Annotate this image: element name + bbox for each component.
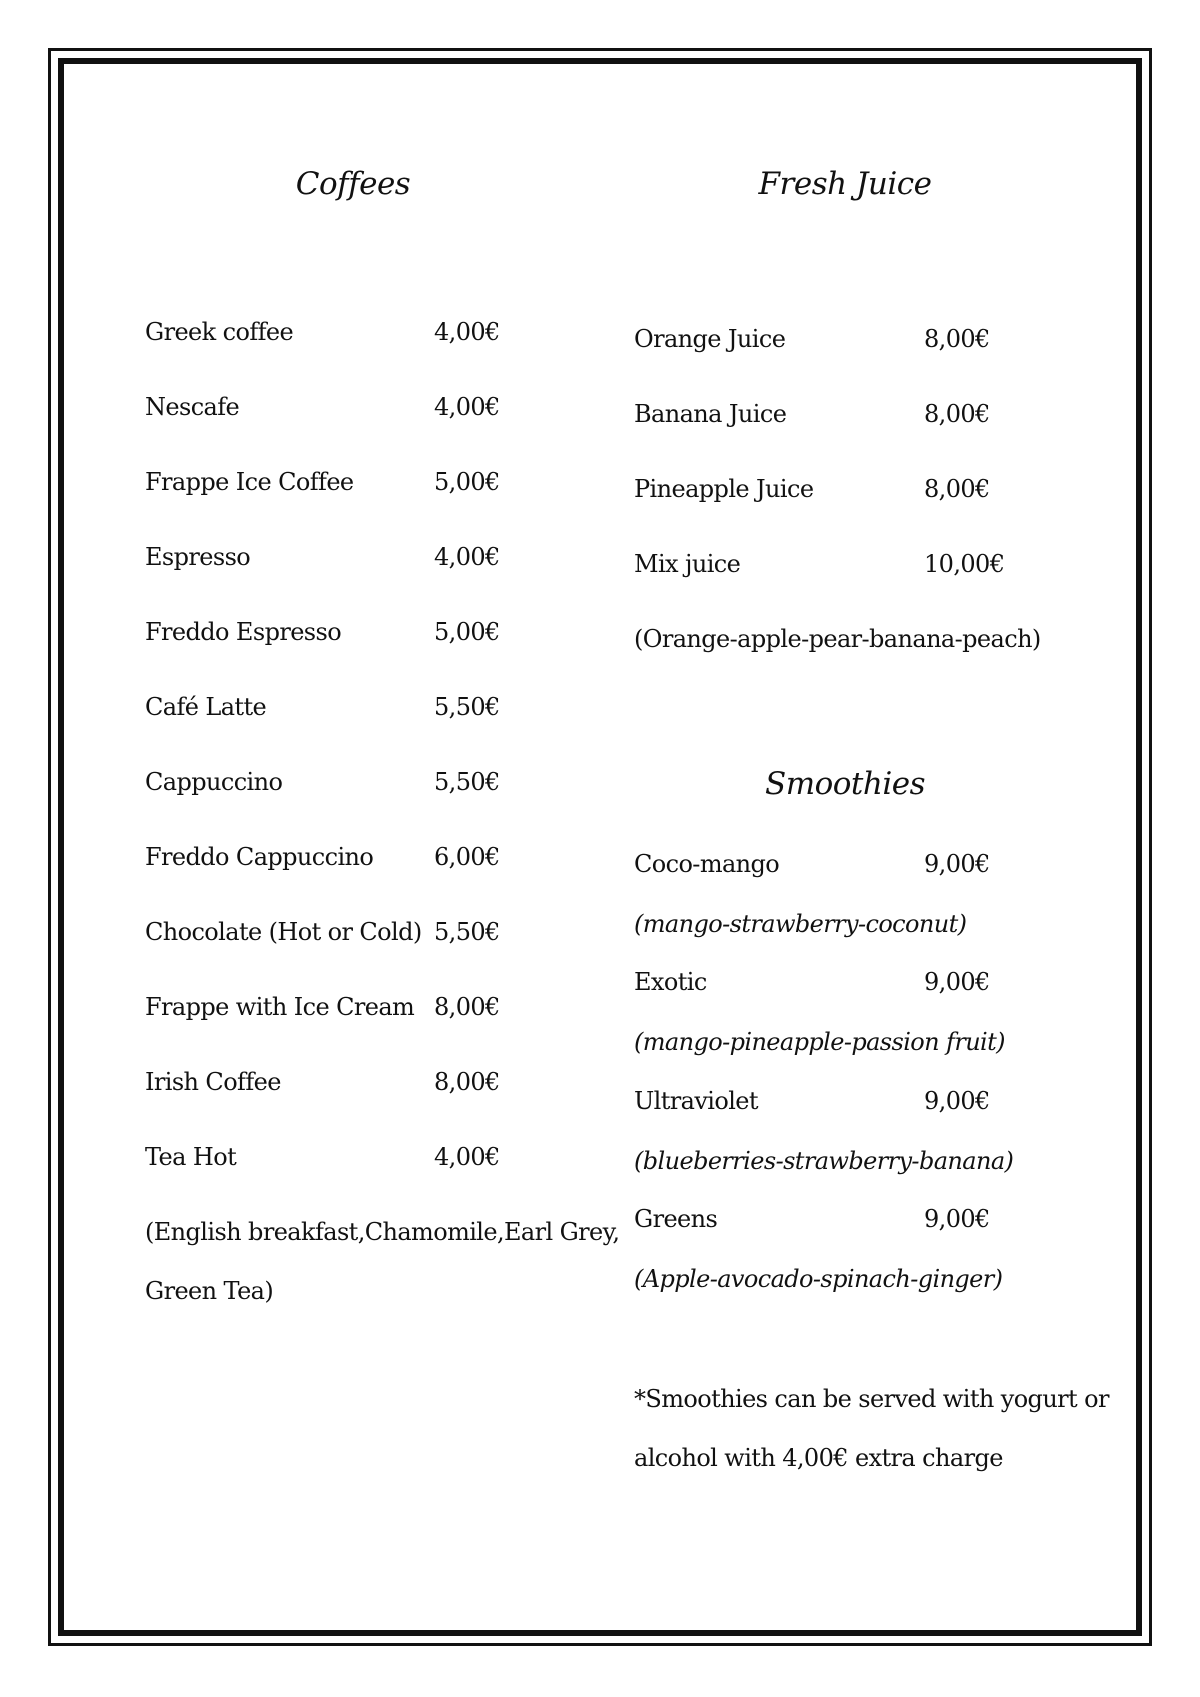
coffee-item-name: Irish Coffee: [145, 1068, 281, 1096]
coffee-item-price: 8,00€: [434, 1068, 500, 1096]
smoothies-footnote: *Smoothies can be served with yogurt or: [634, 1385, 1109, 1413]
coffee-item-name: Chocolate (Hot or Cold): [145, 918, 422, 946]
coffee-item-price: 4,00€: [434, 318, 500, 346]
coffee-item-name: Tea Hot: [145, 1143, 237, 1171]
juice-item-name: Banana Juice: [634, 400, 787, 428]
coffee-item-price: 5,50€: [434, 768, 500, 796]
juice-item-price: 8,00€: [924, 400, 990, 428]
coffee-item-name: Frappe with Ice Cream: [145, 993, 415, 1021]
coffee-item-price: 5,00€: [434, 618, 500, 646]
coffee-item-name: Café Latte: [145, 693, 267, 721]
juice-item-name: Mix juice: [634, 550, 741, 578]
coffees-heading: Coffees: [295, 166, 411, 202]
juice-item-price: 8,00€: [924, 325, 990, 353]
coffee-item-price: 6,00€: [434, 843, 500, 871]
juice-item-price: 10,00€: [924, 550, 1005, 578]
smoothie-item-price: 9,00€: [924, 1087, 990, 1115]
smoothie-item-name: Exotic: [634, 968, 707, 996]
smoothies-heading: Smoothies: [764, 766, 926, 802]
coffee-item-name: Freddo Cappuccino: [145, 843, 374, 871]
juice-item-name: Pineapple Juice: [634, 475, 814, 503]
smoothie-item-desc: (mango-pineapple-passion fruit): [634, 1028, 1005, 1056]
coffee-item-name: Nescafe: [145, 393, 240, 421]
coffee-item-name: Cappuccino: [145, 768, 283, 796]
coffee-item-name: Freddo Espresso: [145, 618, 342, 646]
smoothie-item-desc: (mango-strawberry-coconut): [634, 910, 967, 938]
smoothie-item-price: 9,00€: [924, 1205, 990, 1233]
coffee-item-price: 4,00€: [434, 1143, 500, 1171]
mix-juice-note: (Orange-apple-pear-banana-peach): [634, 625, 1041, 653]
smoothie-item-desc: (blueberries-strawberry-banana): [634, 1147, 1014, 1175]
smoothie-item-name: Ultraviolet: [634, 1087, 758, 1115]
fresh-juice-heading: Fresh Juice: [758, 166, 932, 202]
juice-item-name: Orange Juice: [634, 325, 786, 353]
smoothie-item-price: 9,00€: [924, 968, 990, 996]
smoothies-footnote: alcohol with 4,00€ extra charge: [634, 1444, 1003, 1472]
coffee-item-price: 5,50€: [434, 918, 500, 946]
coffee-item-price: 4,00€: [434, 543, 500, 571]
coffee-item-price: 5,50€: [434, 693, 500, 721]
smoothie-item-desc: (Apple-avocado-spinach-ginger): [634, 1265, 1003, 1293]
coffee-item-price: 5,00€: [434, 468, 500, 496]
coffee-item-name: Greek coffee: [145, 318, 294, 346]
coffee-item-price: 4,00€: [434, 393, 500, 421]
coffee-item-price: 8,00€: [434, 993, 500, 1021]
juice-item-price: 8,00€: [924, 475, 990, 503]
coffee-item-name: Frappe Ice Coffee: [145, 468, 354, 496]
tea-note: (English breakfast,Chamomile,Earl Grey,: [145, 1218, 620, 1246]
tea-note: Green Tea): [145, 1277, 274, 1305]
coffee-item-name: Espresso: [145, 543, 251, 571]
smoothie-item-name: Greens: [634, 1205, 718, 1233]
smoothie-item-price: 9,00€: [924, 850, 990, 878]
smoothie-item-name: Coco-mango: [634, 850, 780, 878]
